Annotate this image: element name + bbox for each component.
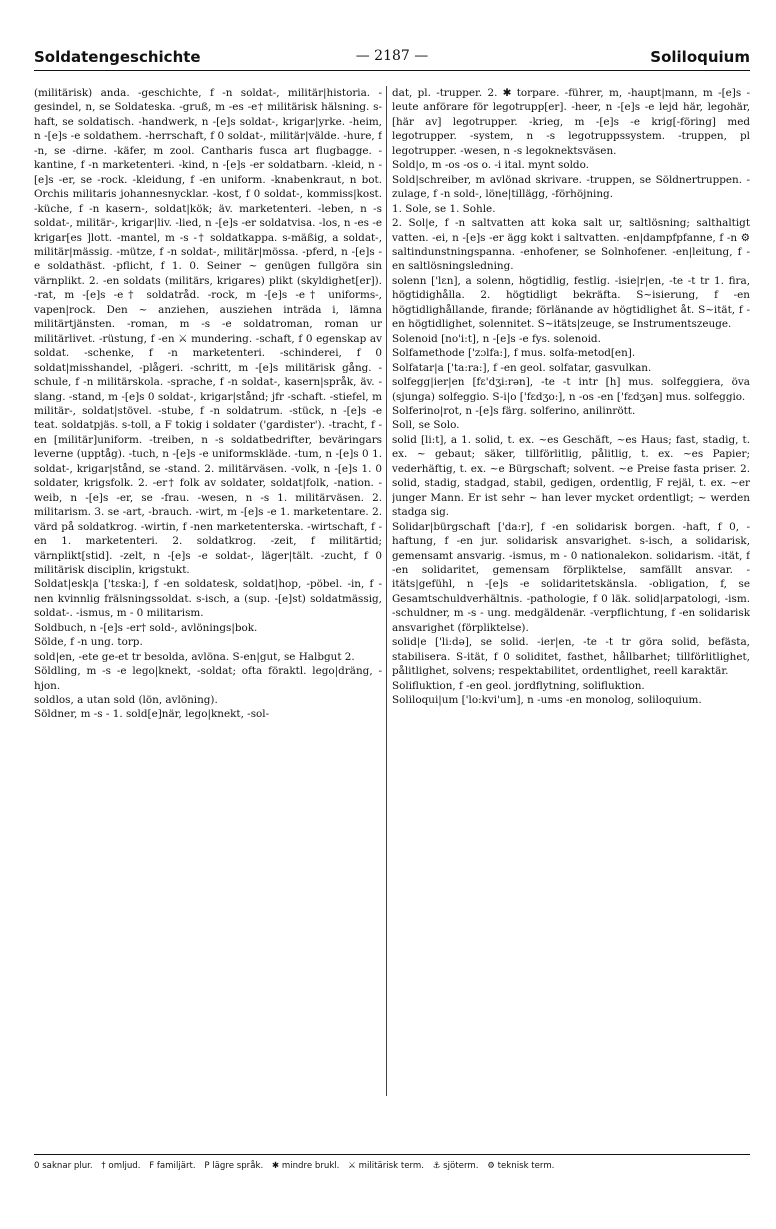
text-columns [34,86,750,1096]
dictionary-entry: Solfatar|a ['ta:ra:], f -en geol. solfatar, gasvulkan. [392,361,652,374]
dictionary-entry: Soliloqui|um ['lo:kvi'um], n -ums -en monolog, soliloquium. [392,694,702,707]
legend-item: ⚔ militärisk term. [348,1161,425,1171]
dictionary-entry: Solferino|rot, n -[e]s färg. solferino, anilinrött. [392,404,636,417]
page-header [34,46,750,71]
legend-item: P lägre språk. [204,1161,264,1171]
dictionary-entry: Solifluktion, f -en geol. jordflytning, solifluktion. [392,679,645,692]
legend-item: F familjärt. [149,1161,196,1171]
dictionary-entry: solfegg|ier|en [fɛ'dʒi:rən], -te -t intr [h] mus. solfeggiera, öva (sjunga) solfeggio. S-i|o ['fɛdʒo:], n -os -en ['fɛdʒən] mus. solfeggio. [392,376,750,403]
dictionary-entry: dat, pl. -trupper. 2. ✱ torpare. -führer, m, -haupt|mann, m -[e]s -leute anförare för legotrupp[er]. -heer, n -[e]s -e lejd här, legohär, [här av] legotrupper. -krieg, m -[e]s -e krig[-föring] med legotrupper. -system, n -s legotruppssystem. -truppen, pl legotrupper. -wesen, n -s legoknektsväsen. [392,87,750,157]
dictionary-entry: 1. Sole, se 1. Sohle. [392,202,496,215]
dictionary-entry: Söldner, m -s - 1. sold[e]när, lego|knekt, -sol- [34,708,270,721]
dictionary-entry: solid [li:t], a 1. solid, t. ex. ~es Geschäft, ~es Haus; fast, stadig, t. ex. ~ gebaut; säker, tillförlitlig, pålitlig, t. ex. ~es Papier; vederhäftig, t. ex. ~e Bürgschaft; solvent. ~e Preise fasta priser. 2. solid, stadig, stadgad, stabil, gedigen, ordentlig, F rejäl, t. ex. ~er junger Mann. Er ist sehr ~ han lever mycket ordentligt; ~ werden stadga sig. [392,433,750,519]
dictionary-entry: Sold|schreiber, m avlönad skrivare. -truppen, se Söldnertruppen. -zulage, f -n sold-, löne|tillägg, -förhöjning. [392,173,750,201]
legend-item: 0 saknar plur. [34,1161,93,1171]
dictionary-entry: solid|e ['li:də], se solid. -ier|en, -te -t tr göra solid, befästa, stabilisera. S-ität, f 0 soliditet, fasthet, hållbarhet; tillförlitlighet, pålitlighet, solvens; respektabilitet, ordentlighet, reell karaktär. [392,636,750,678]
legend-item: ⚙ teknisk term. [487,1161,555,1171]
dictionary-entry: Solidar|bürgschaft ['da:r], f -en solidarisk borgen. -haft, f 0, -haftung, f -en jur. solidarisk ansvarighet. s-isch, a solidarisk, gemensamt ansvarig. -ismus, m - 0 nationalekon. solidarism. -ität, f -en solidaritet, gemensam förpliktelse, samfällt ansvar. -itäts|gefühl, n -[e]s -e solidaritetskänsla. -obligation, f, se Gesamtschuldverhältnis. -pathologie, f 0 läk. solid|arpatologi, -ism. -schuldner, m -s - ung. medgäldenär. -verpflichtung, f -en solidarisk ansvarighet (förpliktelse). [392,520,750,634]
header-first-headword: Soldatengeschichte [34,48,201,66]
dictionary-entry: sold|en, -ete ge-et tr besolda, avlöna. S-en|gut, se Halbgut 2. [34,650,355,663]
dictionary-entry: Solfamethode ['zɔlfa:], f mus. solfa-metod[en]. [392,347,636,360]
dictionary-entry: solenn ['lɛn], a solenn, högtidlig, festlig. -isie|r|en, -te -t tr 1. fira, högtidighålla. 2. högtidligt bekräfta. S~isierung, f -en högtidlighållande, firande; förlänande av högtidlighet åt. S~ität, f -en högtidlighet, solennitet. S~itäts|zeuge, se Instrumentszeuge. [392,274,750,331]
dictionary-entry: Solenoid [no'i:t], n -[e]s -e fys. solenoid. [392,332,601,345]
left-column [34,86,382,1096]
right-column [392,86,750,1096]
dictionary-entry: Sölde, f -n ung. torp. [34,636,143,649]
dictionary-entry: Sold|o, m -os -os o. -i ital. mynt soldo. [392,159,589,172]
abbreviation-legend [34,1154,750,1171]
legend-item: ✱ mindre brukl. [271,1161,340,1171]
dictionary-page [34,46,750,1171]
dictionary-entry: 2. Sol|e, f -n saltvatten att koka salt ur, saltlösning; salthaltigt vatten. -ei, n -[e]s -er ägg kokt i saltvatten. -en|dampfpfanne, f -n ⚙ saltindunstningspanna. -enhofener, se Solnhofener. -en|leitung, f -en saltlösningsledning. [392,217,750,273]
dictionary-entry: Soldbuch, n -[e]s -er† sold-, avlönings|bok. [34,621,258,634]
column-divider [386,86,387,1096]
dictionary-entry: Söldling, m -s -e lego|knekt, -soldat; ofta föraktl. lego|dräng, -hjon. [34,665,382,692]
dictionary-entry: (militärisk) anda. -geschichte, f -n soldat-, militär|historia. -gesindel, n, se Soldateska. -gruß, m -es -e† militärisk hälsning. s-haft, se soldatisch. -handwerk, n -[e]s soldat-, krigar|yrke. -heim, n -[e]s -e soldathem. -herrschaft, f 0 soldat-, militär|välde. -hure, f -n, se -dirne. -käfer, m zool. Cantharis fusca art flugbagge. -kantine, f -n marketenteri. -kind, n -[e]s -er soldatbarn. -kleid, n -[e]s -er, se -rock. -kleidung, f -en uniform. -knabenkraut, n bot. Orchis militaris johannesnycklar. -kost, f 0 soldat-, kommiss|kost. -küche, f -n kasern-, soldat|kök; äv. marketenteri. -leben, n -s soldat-, militär-, krigar|liv. -lied, n -[e]s -er soldatvisa. -los, n -es -e krigar[es ]lott. -mantel, m -s -† soldatkappa. s-mäßig, a soldat-, militär|mässig. -mütze, f -n soldat-, militär|mössa. -pferd, n -[e]s -e soldathäst. -pflicht, f 1. 0. Seiner ~ genügen fullgöra sin värnplikt. 2. -en soldats (militärs, krigares) plikt (skyldighet[er]). -rat, m -[e]s -e† soldatråd. -rock, m -[e]s -e† uniforms-, vapen|rock. Den ~ anziehen, ausziehen inträda i, lämna militärtjänsten. -roman, m -s -e soldatroman, roman ur militärlivet. -rüstung, f -en ⚔ mundering. -schaft, f 0 egenskap av soldat. -schenke, f -n marketenteri. -schinderei, f 0 soldat|misshandel, -plågeri. -schritt, m -[e]s militärisk gång. -schule, f -n militärskola. -sprache, f -n soldat-, kasern|språk, äv. -slang. -stand, m -[e]s 0 soldat-, krigar|stånd; jfr -schaft. -stiefel, m militär-, soldat|stövel. -stube, f -n soldatrum. -stück, n -[e]s -e teat. soldatpjäs. s-toll, a F tokig i soldater ('gardister'). -tracht, f -en [militär]uniform. -treiben, n -s soldatbedrifter, beväringars leverne (upptåg). -tuch, n -[e]s -e uniformskläde. -tum, n -[e]s 0 1. soldat-, krigar|stånd, se -stand. 2. militärväsen. -volk, n -[e]s 1. 0 soldater, krigsfolk. 2. -er† folk av soldater, soldat|folk, -nation. -weib, n -[e]s -er, se -frau. -wesen, n -s 1. militärväsen. 2. militarism. 3. se -art, -brauch. -wirt, m -[e]s -e 1. marketentare. 2. värd på soldatkrog. -wirtin, f -nen marketenterska. -wirtschaft, f -en 1. marketenteri. 2. soldatkrog. -zeit, f militärtid; värnplikt[stid]. -zelt, n -[e]s -e soldat-, läger|tält. -zucht, f 0 militärisk disciplin, krigstukt. [34,87,382,576]
dictionary-entry: Soll, se Solo. [392,419,460,432]
header-last-headword: Soliloquium [650,48,750,66]
dictionary-entry: soldlos, a utan sold (lön, avlöning). [34,694,218,707]
legend-item: † omljud. [101,1161,141,1171]
dictionary-entry: Soldat|esk|a ['tɛska:], f -en soldatesk, soldat|hop, -pöbel. -in, f -nen kvinnlig frälsningssoldat. s-isch, a (sup. -[e]st) soldatmässig, soldat-. -ismus, m - 0 militarism. [34,578,382,620]
legend-item: ⚓ sjöterm. [432,1161,479,1171]
page-number: — 2187 — [355,48,429,64]
